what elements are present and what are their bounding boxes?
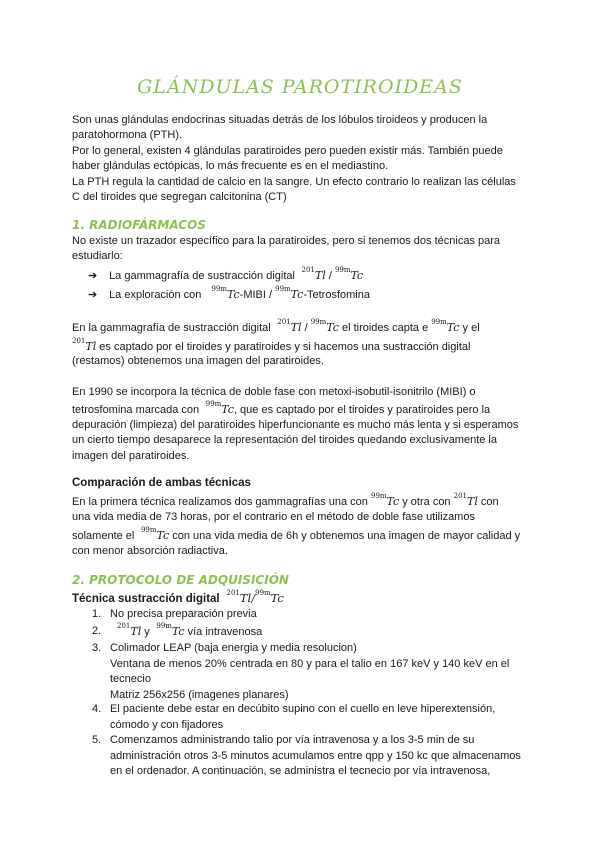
subheading-tecnica: Técnica sustracción digital $^{201}$Tl/$^{99m}$Tc <box>72 589 284 605</box>
intro-line: Por lo general, existen 4 glándulas paratiroides pero pueden existir más. También puede <box>72 145 503 157</box>
para-line: $^{201}$Tl es captado por el tiroides y paratiroides y si hacemos una sustracción digital <box>72 337 471 353</box>
para-line: En 1990 se incorpora la técnica de doble fase con metoxi-isobutil-isonitrilo (MIBI) o <box>72 386 476 398</box>
para-line: tetrosfomina marcada con $^{99m}$Tc, que es captado por el tiroides y paratiroides pero la <box>72 400 491 416</box>
para-line: depuración (limpieza) del paratiroides hiperfuncionante es mucho más lenta y si esperamos <box>72 419 519 431</box>
document-page: GLÁNDULAS PAROTIROIDEAS Son unas glándulas endocrinas situadas detrás de los lóbulos tiroideos y producen la paratohormona (PTH). Por lo general, existen 4 glándulas paratiroides pero pueden existir más. También puede haber glándulas ectópicas, lo más frecuente es en el mediastino. La PTH regula la cantidad de calcio en la sangre. Un efecto contrario lo realizan las células C del tiroides que segregan calcitonina (CT) 1. RADIOFÁRMACOS No existe un trazador específico para la paratiroides, pero si tenemos dos técnicas para estudiarlo: ➔ La gammagrafía de sustracción digital $^{201}$Tl / $^{99m}$Tc ➔ La exploración con $^{99m}$Tc-MIBI / $^{99m}$Tc-Tetrosfomina En la gammagrafía de sustracción digital $^{201}$Tl / $^{99m}$Tc el tiroides capta e $^{99m}$Tc y el $^{201}$Tl es captado por el tiroides y paratiroides y si hacemos una sustracción digital (restamos) obtenemos una imagen del paratiroides. En 1990 se incorpora la técnica de doble fase con metoxi-isobutil-isonitrilo (MIBI) o tetrosfomina marcada con $^{99m}$Tc, que es captado por el tiroides y paratiroides pero la depuración (limpieza) del paratiroides hiperfuncionante es mucho más lenta y si esperamos un cierto tiempo desaparece la representación del tiroides quedando exclusivamente la imagen del paratiroides. Comparación de ambas técnicas En la primera técnica realizamos dos gammagrafías una con $^{99m}$Tc y otra con $^{201}$Tl con una vida media de 73 horas, por el contrario en el método de doble fase utilizamos solamente el $^{99m}$Tc con una vida media de 6h y obtenemos una imagen de mayor calidad y con menor absorción radiactiva. 2. PROTOCOLO DE ADQUISICIÓN Técnica sustracción digital $^{201}$Tl/$^{99m}$Tc 1. No precisa preparación previa 2. $^{201}$Tl y $^{99m}$Tc vía intravenosa 3. Colimador LEAP (baja energia y media resolucion) Ventana de menos 20% centrada en 80 y para el talio en 167 keV y 140 keV en el tecnecio Matriz 256x256 (imagenes planares) 4. El paciente debe estar en decúbito supino con el cuello en leve hiperextensión, cómodo y con fijadores 5. Comenzamos administrando talio por vía intravenosa y a los 3-5 min de su administración otros 3-5 minutos acumulamos entre qpp y 150 kc que almacenamos en el ordenador. A continuación, se administra el tecnecio por vía intravenosa, <box>0 0 600 848</box>
intro-line: La PTH regula la cantidad de calcio en la sangre. Un efecto contrario lo realizan las células <box>72 176 516 188</box>
arrow-icon: ➔ <box>88 289 98 301</box>
isotope-tc: $^{99m}$Tc <box>275 285 304 301</box>
bullet-item: ➔ La gammagrafía de sustracción digital $^{201}$Tl / $^{99m}$Tc <box>88 268 363 285</box>
para-line: una vida media de 73 horas, por el contrario en el método de doble fase utilizamos <box>72 511 475 523</box>
isotope-tl: $^{201}$Tl <box>301 266 326 282</box>
para-line: con menor absorción radiactiva. <box>72 545 228 557</box>
intro-line: Son unas glándulas endocrinas situadas detrás de los lóbulos tiroideos y producen la <box>72 114 488 126</box>
intro-line: C del tiroides que segregan calcitonina (CT) <box>72 191 287 203</box>
para-sustraccion: En la gammagrafía de sustracción digital $^{201}$Tl / $^{99m}$Tc el tiroides capta e $^{99m}$Tc y el <box>72 318 480 334</box>
isotope-tc: $^{99m}$Tc <box>334 266 364 282</box>
section-heading-radiofarmacos: 1. RADIOFÁRMACOS <box>72 218 206 232</box>
intro-line: haber glándulas ectópicas, lo más frecuente es en el mediastino. <box>72 160 389 172</box>
section1-lead-line: estudiarlo: <box>72 250 123 262</box>
para-line: imagen del paratiroides. <box>72 450 190 462</box>
para-line: un cierto tiempo desaparece la representación del tiroides quedando exclusivamente la <box>72 434 497 446</box>
section1-lead-line: No existe un trazador específico para la paratiroides, pero si tenemos dos técnicas para <box>72 235 501 247</box>
isotope-tc: $^{99m}$Tc <box>211 285 240 301</box>
para-line: En la primera técnica realizamos dos gammagrafías una con $^{99m}$Tc y otra con $^{201}$Tl con <box>72 492 499 508</box>
intro-line: paratohormona (PTH). <box>72 129 183 141</box>
para-line: solamente el $^{99m}$Tc con una vida media de 6h y obtenemos una imagen de mayor calidad y <box>72 526 521 542</box>
para-line: (restamos) obtenemos una imagen del paratiroides. <box>72 355 324 367</box>
section-heading-protocolo: 2. PROTOCOLO DE ADQUISICIÓN <box>72 573 289 587</box>
page-title: GLÁNDULAS PAROTIROIDEAS <box>137 76 463 98</box>
bullet-item: ➔ La exploración con $^{99m}$Tc-MIBI / $^{99m}$Tc-Tetrosfomina <box>88 287 370 304</box>
arrow-icon: ➔ <box>88 270 98 282</box>
comparison-heading: Comparación de ambas técnicas <box>72 477 251 489</box>
